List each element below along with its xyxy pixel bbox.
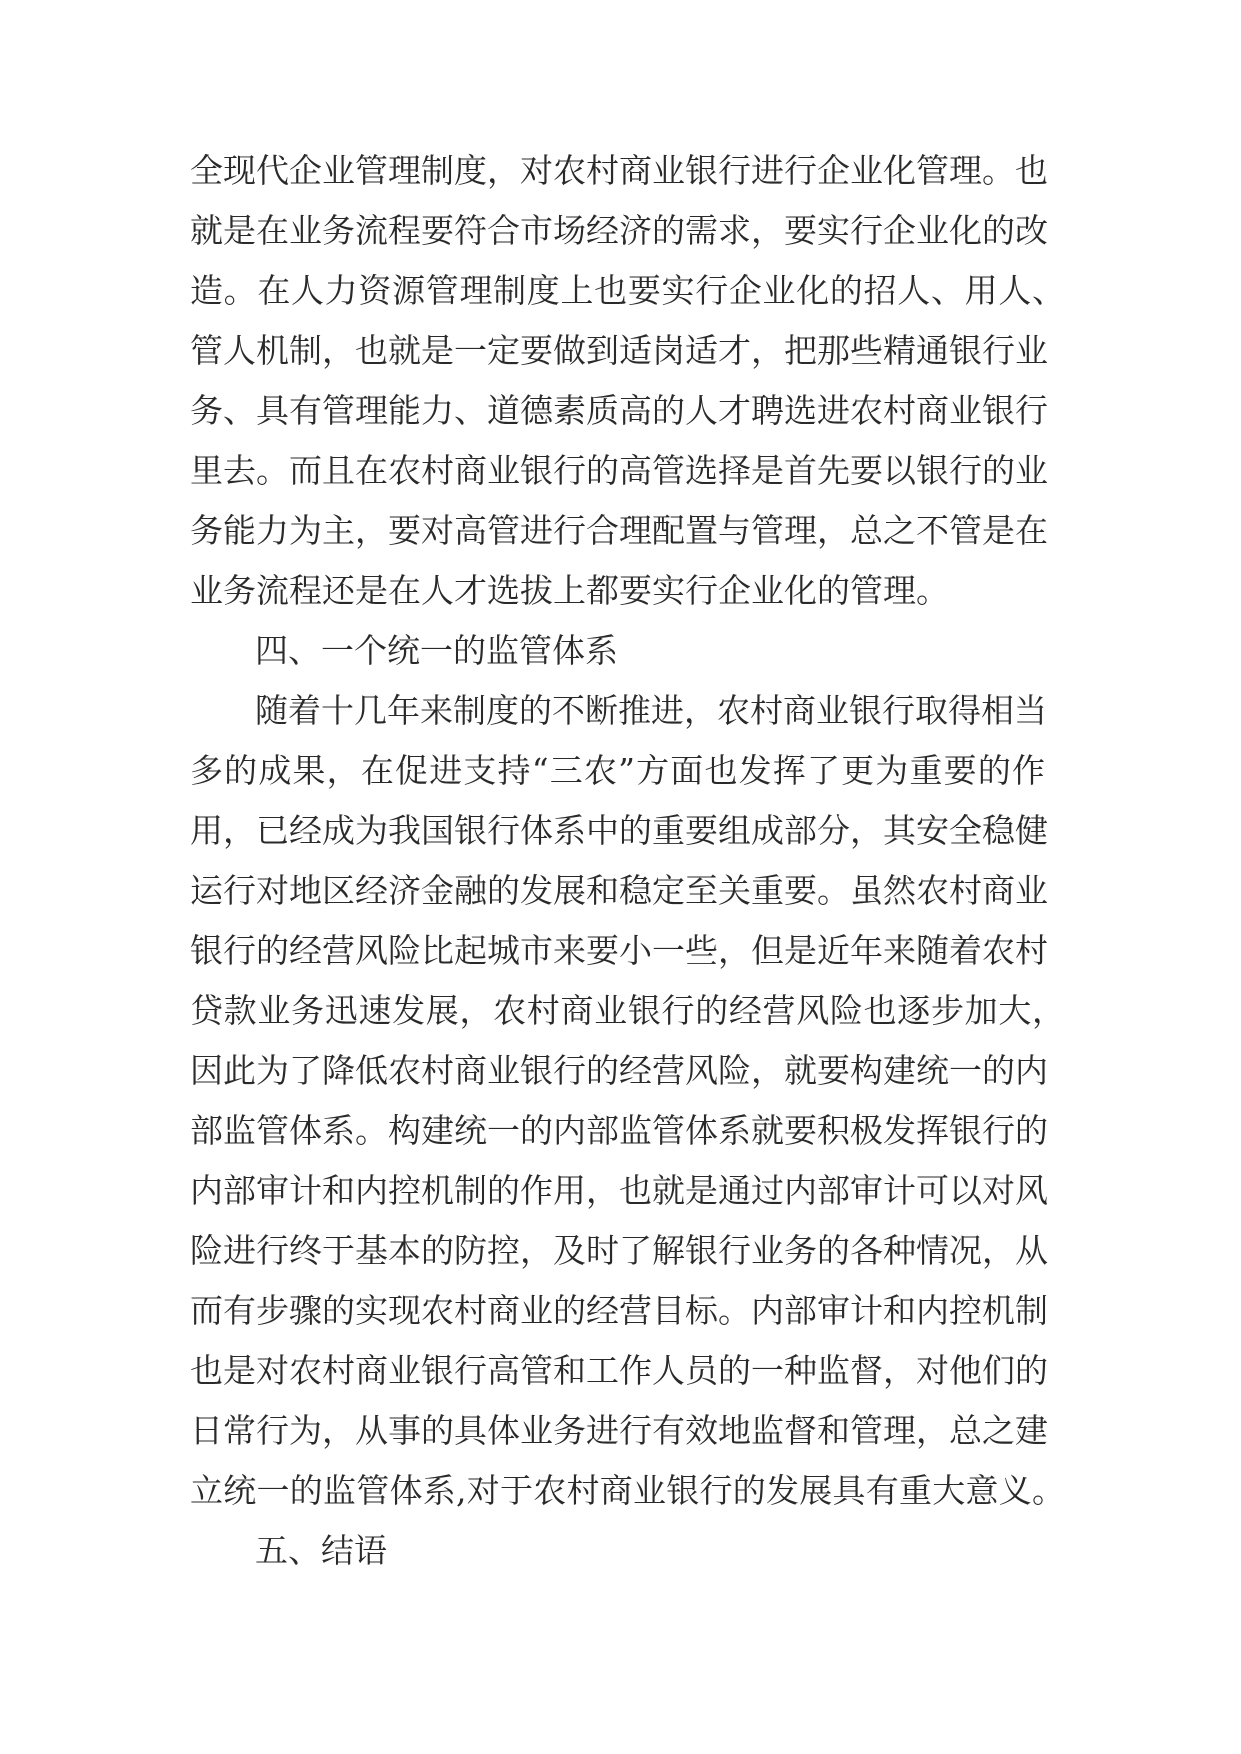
- paragraph-line: 用，已经成为我国银行体系中的重要组成部分，其安全稳健: [190, 811, 1048, 850]
- paragraph-line: 因此为了降低农村商业银行的经营风险，就要构建统一的内: [190, 1051, 1048, 1090]
- paragraph-line: 内部审计和内控机制的作用，也就是通过内部审计可以对风: [190, 1171, 1048, 1210]
- paragraph-line: 险进行终于基本的防控，及时了解银行业务的各种情况，从: [190, 1231, 1048, 1270]
- section-heading: 四、一个统一的监管体系: [255, 631, 618, 670]
- paragraph-line: 多的成果，在促进支持“三农”方面也发挥了更为重要的作: [190, 751, 1045, 790]
- paragraph-line: 就是在业务流程要符合市场经济的需求，要实行企业化的改: [190, 211, 1048, 250]
- paragraph-line: 随着十几年来制度的不断推进，农村商业银行取得相当: [255, 691, 1047, 730]
- paragraph-line: 部监管体系。构建统一的内部监管体系就要积极发挥银行的: [190, 1111, 1048, 1150]
- paragraph-line: 银行的经营风险比起城市来要小一些，但是近年来随着农村: [190, 931, 1048, 970]
- paragraph-line: 全现代企业管理制度，对农村商业银行进行企业化管理。也: [190, 151, 1048, 190]
- paragraph-line: 管人机制，也就是一定要做到适岗适才，把那些精通银行业: [190, 331, 1048, 370]
- paragraph-line: 务能力为主，要对高管进行合理配置与管理，总之不管是在: [190, 511, 1048, 550]
- paragraph-line: 业务流程还是在人才选拔上都要实行企业化的管理。: [190, 571, 949, 610]
- paragraph-line: 日常行为，从事的具体业务进行有效地监督和管理，总之建: [190, 1411, 1048, 1450]
- paragraph-line: 也是对农村商业银行高管和工作人员的一种监督，对他们的: [190, 1351, 1048, 1390]
- paragraph-line: 立统一的监管体系,对于农村商业银行的发展具有重大意义。: [190, 1471, 1065, 1510]
- paragraph-line: 造。在人力资源管理制度上也要实行企业化的招人、用人、: [190, 271, 1065, 310]
- paragraph-line: 贷款业务迅速发展，农村商业银行的经营风险也逐步加大，: [190, 991, 1065, 1030]
- paragraph-line: 而有步骤的实现农村商业的经营目标。内部审计和内控机制: [190, 1291, 1048, 1330]
- section-heading: 五、结语: [255, 1531, 387, 1570]
- paragraph-line: 务、具有管理能力、道德素质高的人才聘选进农村商业银行: [190, 391, 1048, 430]
- paragraph-line: 运行对地区经济金融的发展和稳定至关重要。虽然农村商业: [190, 871, 1048, 910]
- paragraph-line: 里去。而且在农村商业银行的高管选择是首先要以银行的业: [190, 451, 1048, 490]
